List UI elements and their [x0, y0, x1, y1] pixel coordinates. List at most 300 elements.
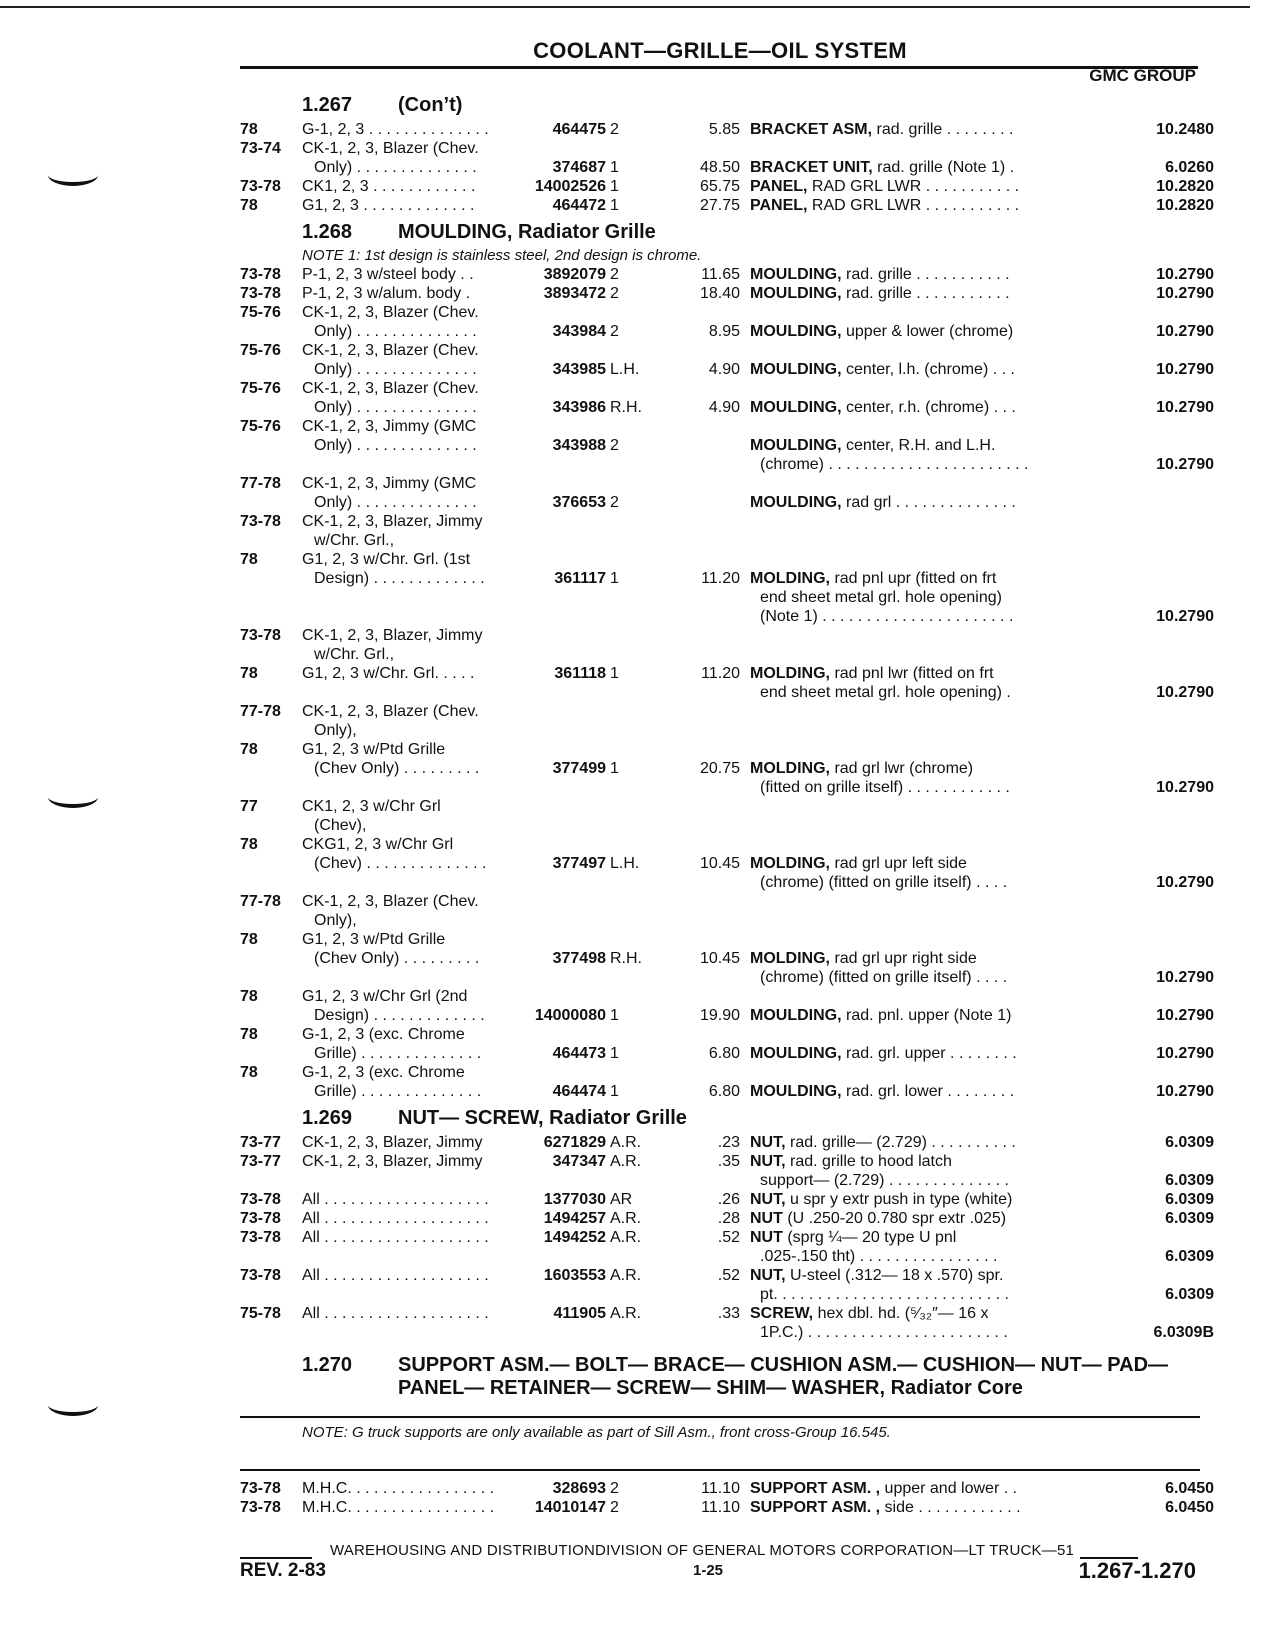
year-cell: 78 [240, 1026, 258, 1043]
description-cell [740, 1152, 1064, 1190]
description-line [750, 1006, 1064, 1025]
section-number: 1.269 [302, 1107, 353, 1129]
description-cell [740, 379, 1064, 417]
model-line: G1, 2, 3 w/Ptd Grille [302, 741, 446, 758]
model-cell [302, 341, 510, 379]
description-line [750, 120, 1064, 139]
table-row [240, 341, 1214, 379]
description-cell [740, 265, 1064, 284]
part-number-cell: 343985 [552, 361, 606, 378]
table-row [240, 835, 1214, 892]
part-number-cell: 377498 [552, 950, 606, 967]
quantity-cell: 2 [610, 266, 619, 283]
model-line: G-1, 2, 3 (exc. Chrome [302, 1026, 465, 1043]
year-cell: 75-76 [240, 418, 281, 435]
part-number-cell: 1603553 [543, 1267, 606, 1284]
year-cell: 73-74 [240, 140, 281, 157]
model-line: CK-1, 2, 3, Blazer (Chev. [302, 703, 479, 720]
model-line: All . . . . . . . . . . . . . . . . . . . [302, 1191, 489, 1208]
footer-rule-left [240, 1557, 312, 1559]
description-line [750, 569, 1064, 588]
description-line [750, 436, 1064, 455]
group-number-cell: 10.2790 [1156, 323, 1214, 340]
group-number-cell: 10.2790 [1156, 779, 1214, 796]
description-text: u spr y extr push in type (white) [785, 1191, 1013, 1208]
model-cell [302, 626, 510, 664]
year-cell: 77-78 [240, 475, 281, 492]
model-line: (Chev) . . . . . . . . . . . . . . [314, 855, 487, 872]
quantity-cell: AR [610, 1191, 633, 1208]
description-keyword: MOLDING, [750, 855, 830, 872]
model-line: Only) . . . . . . . . . . . . . . [314, 361, 477, 378]
description-text: RAD GRL LWR . . . . . . . . . . . [807, 197, 1020, 214]
model-line: G-1, 2, 3 . . . . . . . . . . . . . . [302, 121, 489, 138]
description-line [750, 196, 1064, 215]
description-cell [740, 303, 1064, 341]
quantity-cell: 2 [610, 121, 619, 138]
model-line: P-1, 2, 3 w/alum. body . [302, 285, 471, 302]
model-line: Only), [314, 722, 357, 739]
year-cell: 73-78 [240, 513, 281, 530]
group-number-cell: 6.0309 [1165, 1210, 1214, 1227]
price-cell: 18.40 [699, 285, 740, 302]
description-keyword: MOULDING, [750, 285, 842, 302]
quantity-cell: 1 [610, 197, 619, 214]
table-row [240, 1025, 1214, 1063]
year-cell: 78 [240, 931, 258, 948]
part-number-cell: 411905 [553, 1305, 606, 1322]
part-number-cell: 464474 [552, 1083, 606, 1100]
page-number: 1-25 [693, 1562, 724, 1579]
description-keyword: PANEL, [750, 178, 808, 195]
description-cell [740, 139, 1064, 177]
description-line [750, 873, 1064, 892]
model-line: Design) . . . . . . . . . . . . . [314, 1007, 485, 1024]
part-number-cell: 1494257 [543, 1210, 606, 1227]
year-cell: 77 [240, 798, 258, 815]
description-cell [740, 1190, 1064, 1209]
year-cell: 73-78 [240, 627, 281, 644]
description-cell [740, 1498, 1064, 1517]
footer-publisher: WAREHOUSING AND DISTRIBUTIONDIVISION OF GENERAL MOTORS CORPORATION—LT TRUCK—51 [330, 1542, 1075, 1559]
description-text: hex dbl. hd. (⁵⁄₃₂″— 16 x [813, 1305, 989, 1322]
model-line: G-1, 2, 3 (exc. Chrome [302, 1064, 465, 1081]
price-cell: 11.20 [701, 665, 740, 682]
model-cell [302, 1152, 510, 1190]
group-number-cell: 10.2790 [1156, 1045, 1214, 1062]
model-line: P-1, 2, 3 w/steel body . . [302, 266, 474, 283]
model-cell [302, 512, 510, 550]
section-note: NOTE 1: 1st design is stainless steel, 2nd design is chrome. [302, 247, 702, 264]
description-keyword: MOULDING, [750, 437, 842, 454]
model-line: Grille) . . . . . . . . . . . . . . [314, 1083, 482, 1100]
model-cell [302, 474, 510, 512]
price-cell: .26 [717, 1191, 740, 1208]
group-number-cell: 10.2820 [1156, 197, 1214, 214]
section-number: 1.267 [302, 94, 353, 116]
table-row [240, 702, 1214, 740]
part-number-cell [510, 892, 606, 930]
model-cell [302, 379, 510, 417]
table-row [240, 1152, 1214, 1190]
model-line: G1, 2, 3 . . . . . . . . . . . . . [302, 197, 475, 214]
binder-mark [48, 1394, 98, 1416]
quantity-cell: A.R. [610, 1134, 642, 1151]
table-row [240, 1063, 1214, 1101]
part-number-cell: 361117 [554, 570, 606, 587]
description-keyword: BRACKET UNIT, [750, 159, 873, 176]
model-line: CK-1, 2, 3, Blazer, Jimmy [302, 513, 483, 530]
model-line: Design) . . . . . . . . . . . . . [314, 570, 485, 587]
revision-label: REV. 2-83 [240, 1560, 326, 1581]
table-row [240, 177, 1214, 196]
price-cell [654, 797, 740, 835]
part-number-cell: 14000080 [534, 1007, 606, 1024]
price-cell: 65.75 [699, 178, 740, 195]
group-number-cell: 6.0309 [1165, 1134, 1214, 1151]
description-cell [740, 1063, 1064, 1101]
model-cell [302, 284, 510, 303]
group-number-cell: 10.2790 [1156, 456, 1214, 473]
table-row [240, 1266, 1214, 1304]
description-text: rad. grille (Note 1) . [872, 159, 1015, 176]
description-line [750, 455, 1064, 474]
group-number-cell: 6.0309B [1153, 1324, 1214, 1341]
description-text: rad. grille— (2.729) . . . . . . . . . . [785, 1134, 1016, 1151]
quantity-cell: 2 [610, 285, 619, 302]
price-cell: .52 [717, 1267, 740, 1284]
year-cell: 78 [240, 741, 258, 758]
year-cell: 73-78 [240, 1210, 281, 1227]
description-cell [740, 835, 1064, 892]
parts-table [240, 265, 1214, 1101]
quantity-cell: 1 [610, 665, 619, 682]
price-cell [654, 417, 740, 474]
quantity-cell: 1 [610, 570, 619, 587]
part-number-cell: 343984 [552, 323, 606, 340]
quantity-cell: A.R. [610, 1210, 642, 1227]
table-row [240, 1228, 1214, 1266]
model-line: Only) . . . . . . . . . . . . . . [314, 437, 477, 454]
description-text: end sheet metal grl. hole opening) [760, 589, 1002, 606]
group-number-cell: 10.2790 [1156, 874, 1214, 891]
group-number-cell: 6.0260 [1165, 159, 1214, 176]
group-number-cell: 10.2790 [1156, 399, 1214, 416]
model-cell [302, 835, 510, 892]
model-line: CK-1, 2, 3, Blazer (Chev. [302, 893, 479, 910]
price-cell [654, 626, 740, 664]
model-cell [302, 1133, 510, 1152]
year-cell: 73-77 [240, 1153, 281, 1170]
model-cell [302, 265, 510, 284]
description-cell [740, 120, 1064, 139]
description-cell [740, 702, 1064, 740]
description-text: rad. grille to hood latch [785, 1153, 952, 1170]
description-line [750, 1266, 1064, 1285]
model-line: G1, 2, 3 w/Chr. Grl. . . . . [302, 665, 475, 682]
description-cell [740, 1304, 1064, 1342]
table-row [240, 987, 1214, 1025]
price-cell: 19.90 [699, 1007, 740, 1024]
description-cell [740, 284, 1064, 303]
model-line: CK-1, 2, 3, Jimmy (GMC [302, 418, 477, 435]
quantity-cell [606, 626, 654, 664]
model-line: All . . . . . . . . . . . . . . . . . . . [302, 1229, 489, 1246]
description-line [750, 1285, 1064, 1304]
year-cell: 77-78 [240, 703, 281, 720]
page-title: COOLANT—GRILLE—OIL SYSTEM [533, 38, 907, 63]
section-title: MOULDING, Radiator Grille [398, 221, 656, 243]
description-keyword: MOULDING, [750, 361, 842, 378]
section-title: SUPPORT ASM.— BOLT— BRACE— CUSHION ASM.— CUSHION— NUT— PAD— PANEL— RETAINER— SCREW— SHIM— WASHER, Radiator Core [398, 1354, 1169, 1399]
quantity-cell: 1 [610, 1083, 619, 1100]
quantity-cell [606, 512, 654, 550]
group-number-cell: 10.2790 [1156, 361, 1214, 378]
price-cell: .35 [717, 1153, 740, 1170]
description-text: RAD GRL LWR . . . . . . . . . . . [807, 178, 1020, 195]
year-cell: 78 [240, 121, 258, 138]
section-range: 1.267-1.270 [1078, 1558, 1196, 1583]
description-text: pt. . . . . . . . . . . . . . . . . . . . . . . . . . . [760, 1286, 1009, 1303]
description-line [750, 1247, 1064, 1266]
description-cell [740, 417, 1064, 474]
part-number-cell: 14010147 [534, 1499, 606, 1516]
model-line: Only), [314, 912, 357, 929]
table-row [240, 740, 1214, 797]
quantity-cell [606, 892, 654, 930]
description-text: (U .250-20 0.780 spr extr .025) [782, 1210, 1007, 1227]
group-number-cell: 10.2790 [1156, 266, 1214, 283]
price-cell: 8.95 [708, 323, 740, 340]
description-text: support— (2.729) . . . . . . . . . . . . . . [760, 1172, 1009, 1189]
price-cell [654, 474, 740, 512]
model-line: CK-1, 2, 3, Blazer (Chev. [302, 342, 479, 359]
model-cell [302, 120, 510, 139]
model-cell [302, 740, 510, 797]
table-row [240, 417, 1214, 474]
model-line: CKG1, 2, 3 w/Chr Grl [302, 836, 454, 853]
table-row [240, 1498, 1214, 1517]
group-number-cell [1064, 702, 1214, 740]
group-number-cell: 10.2790 [1156, 684, 1214, 701]
description-line [750, 1323, 1064, 1342]
part-number-cell: 464475 [552, 121, 606, 138]
description-keyword: NUT, [750, 1153, 786, 1170]
description-keyword: MOLDING, [750, 665, 830, 682]
quantity-cell: 2 [610, 1480, 619, 1497]
description-keyword: MOULDING, [750, 1083, 842, 1100]
description-line [750, 664, 1064, 683]
description-text: (chrome) (fitted on grille itself) . . . . [760, 969, 1008, 986]
table-row [240, 930, 1214, 987]
parts-table [240, 120, 1214, 215]
description-text: upper & lower (chrome) [841, 323, 1014, 340]
description-cell [740, 797, 1064, 835]
description-line [750, 588, 1064, 607]
description-text: U-steel (.312— 18 x .570) spr. [785, 1267, 1004, 1284]
description-line [750, 1209, 1064, 1228]
model-cell [302, 196, 510, 215]
group-number-cell: 6.0309 [1165, 1248, 1214, 1265]
description-line [750, 1479, 1064, 1498]
description-keyword: BRACKET ASM, [750, 121, 873, 138]
model-line: M.H.C. . . . . . . . . . . . . . . . . [302, 1499, 495, 1516]
description-line [750, 360, 1064, 379]
model-line: G1, 2, 3 w/Chr Grl (2nd [302, 988, 468, 1005]
model-line: CK1, 2, 3 . . . . . . . . . . . . [302, 178, 476, 195]
group-number-cell: 10.2820 [1156, 178, 1214, 195]
description-line [750, 607, 1064, 626]
description-line [750, 1304, 1064, 1323]
model-line: CK-1, 2, 3, Blazer (Chev. [302, 380, 479, 397]
price-cell: 4.90 [708, 399, 740, 416]
section-title: NUT— SCREW, Radiator Grille [398, 1107, 687, 1129]
description-text: (chrome) . . . . . . . . . . . . . . . . . . . . . . . [760, 456, 1029, 473]
year-cell: 78 [240, 197, 258, 214]
description-cell [740, 474, 1064, 512]
price-cell: 11.10 [701, 1480, 740, 1497]
table-row [240, 379, 1214, 417]
group-number-cell [1064, 626, 1214, 664]
year-cell: 75-76 [240, 304, 281, 321]
description-line [750, 284, 1064, 303]
model-cell [302, 550, 510, 626]
description-text: rad grl upr right side [830, 950, 977, 967]
price-cell: .28 [717, 1210, 740, 1227]
price-cell [654, 512, 740, 550]
group-number-cell: 6.0309 [1165, 1191, 1214, 1208]
description-keyword: SCREW, [750, 1305, 814, 1322]
year-cell: 73-78 [240, 1267, 281, 1284]
year-cell: 73-78 [240, 1499, 281, 1516]
group-number-cell: 10.2480 [1156, 121, 1214, 138]
price-cell: 10.45 [699, 950, 740, 967]
description-line [750, 968, 1064, 987]
description-text: 1P.C.) . . . . . . . . . . . . . . . . . . . . . . . [760, 1324, 1008, 1341]
table-row [240, 1479, 1214, 1498]
part-number-cell [510, 797, 606, 835]
model-cell [302, 987, 510, 1025]
description-line [750, 1228, 1064, 1247]
model-cell [302, 417, 510, 474]
table-row [240, 120, 1214, 139]
table-row [240, 265, 1214, 284]
part-number-cell: 1494252 [543, 1229, 606, 1246]
description-text: (chrome) (fitted on grille itself) . . . . [760, 874, 1008, 891]
price-cell: 11.20 [701, 570, 740, 587]
table-row [240, 284, 1214, 303]
group-number-cell: 10.2790 [1156, 285, 1214, 302]
part-number-cell [510, 626, 606, 664]
price-cell: .33 [717, 1305, 740, 1322]
description-line [750, 854, 1064, 873]
model-cell [302, 1266, 510, 1304]
group-number-cell: 6.0450 [1165, 1480, 1214, 1497]
title-rule [240, 66, 1198, 69]
model-line: M.H.C. . . . . . . . . . . . . . . . . [302, 1480, 495, 1497]
description-text: rad grl upr left side [830, 855, 967, 872]
year-cell: 73-78 [240, 1480, 281, 1497]
year-cell: 77-78 [240, 893, 281, 910]
model-line: CK-1, 2, 3, Blazer, Jimmy [302, 1153, 483, 1170]
description-keyword: MOLDING, [750, 950, 830, 967]
description-cell [740, 196, 1064, 215]
model-cell [302, 1063, 510, 1101]
quantity-cell [606, 797, 654, 835]
quantity-cell: A.R. [610, 1229, 642, 1246]
table-row [240, 1209, 1214, 1228]
description-text: rad. grl. lower . . . . . . . . [841, 1083, 1015, 1100]
price-cell: 48.50 [699, 159, 740, 176]
part-number-cell: 3893472 [543, 285, 606, 302]
model-cell [302, 892, 510, 930]
quantity-cell: R.H. [610, 950, 642, 967]
description-line [750, 265, 1064, 284]
description-text: (Note 1) . . . . . . . . . . . . . . . . . . . . . . [760, 608, 1014, 625]
group-number-cell: 10.2790 [1156, 969, 1214, 986]
price-cell: 20.75 [699, 760, 740, 777]
table-row [240, 664, 1214, 702]
year-cell: 73-78 [240, 285, 281, 302]
description-keyword: MOULDING, [750, 494, 842, 511]
price-cell: 10.45 [699, 855, 740, 872]
section-number: 1.268 [302, 221, 353, 243]
year-cell: 78 [240, 665, 258, 682]
table-row [240, 1190, 1214, 1209]
boxed-note: NOTE: G truck supports are only available as part of Sill Asm., front cross-Group 16.545. [302, 1424, 891, 1441]
part-number-cell: 14002526 [534, 178, 606, 195]
section-heading [240, 90, 1200, 120]
description-text: .025-.150 tht) . . . . . . . . . . . . . . . . [760, 1248, 998, 1265]
part-number-cell: 1377030 [543, 1191, 606, 1208]
section-heading [240, 1103, 1200, 1133]
binder-mark [48, 786, 98, 808]
price-cell [654, 702, 740, 740]
description-cell [740, 1209, 1064, 1228]
description-text: side . . . . . . . . . . . . [880, 1499, 1021, 1516]
description-text: rad. grille . . . . . . . . [872, 121, 1014, 138]
quantity-cell: R.H. [610, 399, 642, 416]
price-cell: 6.80 [708, 1083, 740, 1100]
year-cell: 78 [240, 836, 258, 853]
table-row [240, 1304, 1214, 1342]
description-keyword: MOULDING, [750, 399, 842, 416]
part-number-cell: 377497 [552, 855, 606, 872]
model-cell [302, 1025, 510, 1063]
description-text: center, R.H. and L.H. [841, 437, 996, 454]
part-number-cell [510, 512, 606, 550]
model-line: (Chev), [314, 817, 367, 834]
description-text: rad grl lwr (chrome) [830, 760, 974, 777]
table-row [240, 196, 1214, 215]
description-cell [740, 1479, 1064, 1498]
page-top-rule [0, 6, 1250, 8]
table-row [240, 474, 1214, 512]
price-cell: .23 [717, 1134, 740, 1151]
model-cell [302, 1190, 510, 1209]
description-text: end sheet metal grl. hole opening) . [760, 684, 1011, 701]
table-row [240, 139, 1214, 177]
description-keyword: MOLDING, [750, 760, 830, 777]
table-row [240, 1133, 1214, 1152]
model-line: Only) . . . . . . . . . . . . . . [314, 159, 477, 176]
model-line: CK-1, 2, 3, Jimmy (GMC [302, 475, 477, 492]
year-cell: 78 [240, 551, 258, 568]
description-cell [740, 626, 1064, 664]
quantity-cell: 2 [610, 437, 619, 454]
quantity-cell: 1 [610, 159, 619, 176]
quantity-cell: A.R. [610, 1267, 642, 1284]
